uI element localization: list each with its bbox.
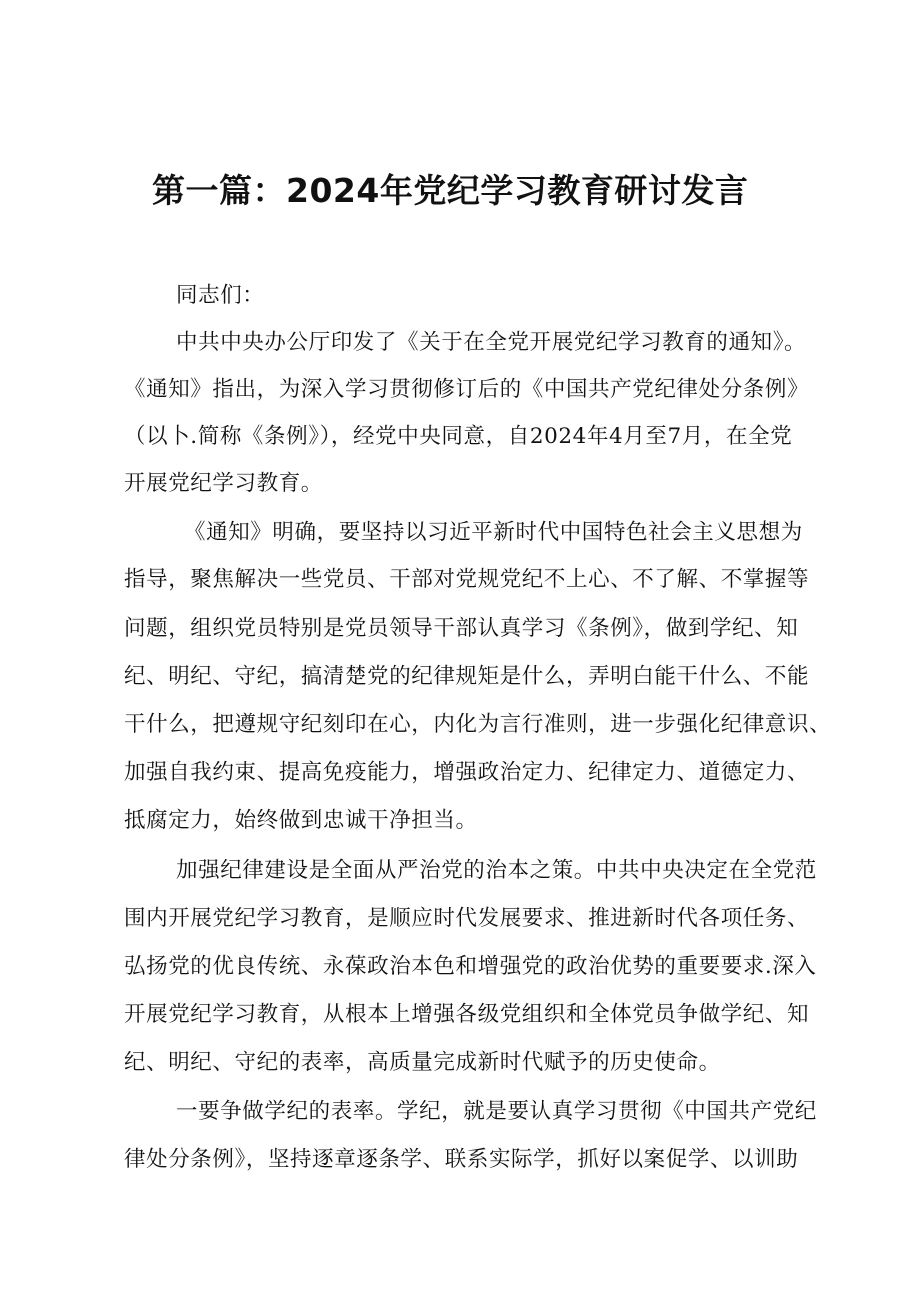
body-line: 弘扬党的优良传统、永葆政治本色和增强党的政治优势的重要要求.深入 [124,954,817,979]
document-title: 第一篇：2024年党纪学习教育研讨发言 [152,171,749,210]
body-line: 律处分条例》，坚持逐章逐条学、联系实际学，抓好以案促学、以训助 [124,1147,799,1172]
body-line: 《通知》指出，为深入学习贯彻修订后的《中国共产党纪律处分条例》 [124,377,810,402]
body-line: 围内开展党纪学习教育，是顺应时代发展要求、推进新时代各项任务、 [124,906,810,931]
body-line: 一要争做学纪的表率。学纪，就是要认真学习贯彻《中国共产党纪 [176,1099,817,1124]
body-line: 问题，组织党员特别是党员领导干部认真学习《条例》，做到学纪、知 [124,616,799,641]
body-line: 指导，聚焦解决一些党员、干部对党规党纪不上心、不了解、不掌握等 [124,567,810,592]
body-line: 干什么，把遵规守纪刻印在心，内化为言行准则，进一步强化纪律意识、 [124,712,832,737]
body-line: 加强自我约束、提高免疫能力，增强政治定力、纪律定力、道德定力、 [124,760,810,785]
body-line: （以卜.简称《条例》），经党中央同意，自2024年4月至7月，在全党 [124,424,793,449]
body-line: 中共中央办公厅印发了《关于在全党开展党纪学习教育的通知》。 [176,330,807,355]
body-line: 纪、明纪、守纪，搞清楚党的纪律规矩是什么，弄明白能干什么、不能 [124,664,810,689]
body-line: 加强纪律建设是全面从严治党的治本之策。中共中央决定在全党范 [176,858,817,883]
body-line: 《通知》明确，要坚持以习近平新时代中国特色社会主义思想为 [184,520,803,545]
body-line: 纪、明纪、守纪的表率，高质量完成新时代赋予的历史使命。 [124,1050,721,1075]
body-line: 开展党纪学习教育，从根本上增强各级党组织和全体党员争做学纪、知 [124,1002,810,1027]
salutation: 同志们： [176,283,265,308]
body-line: 抵腐定力，始终做到忠诚干净担当。 [124,808,478,833]
body-line: 开展党纪学习教育。 [124,471,323,496]
